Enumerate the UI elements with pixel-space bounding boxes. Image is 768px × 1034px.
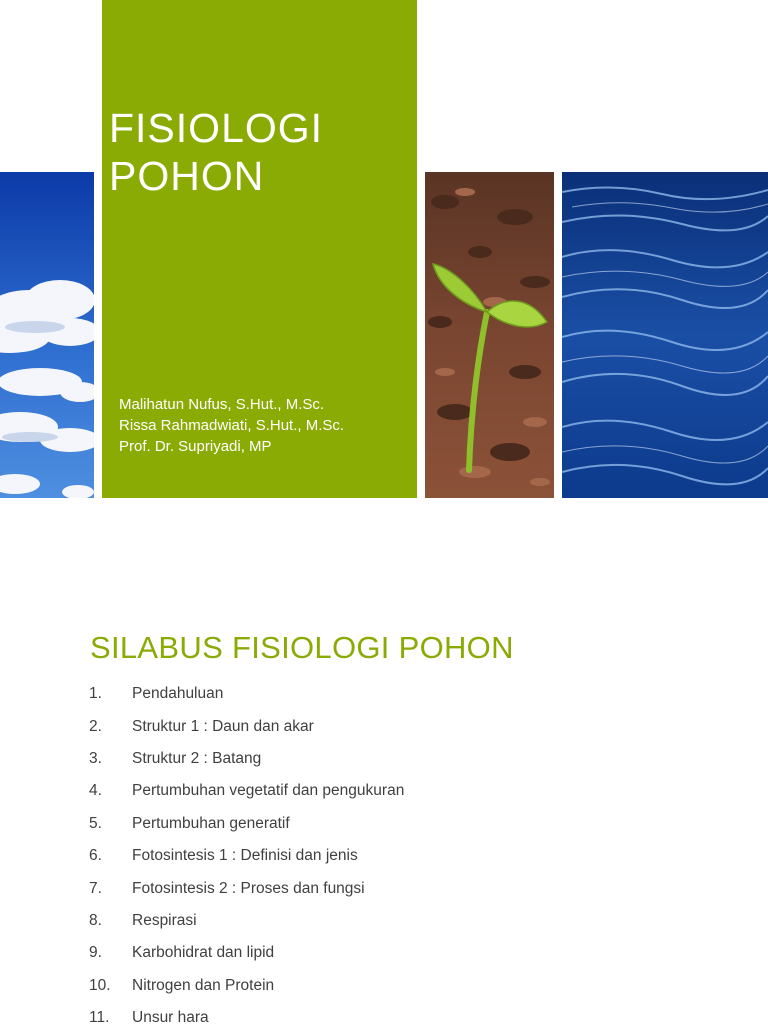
- item-number: 5.: [89, 814, 102, 832]
- list-item: [89, 1002, 404, 1034]
- item-number: 7.: [89, 879, 102, 897]
- author-name: Rissa Rahmadwiati, S.Hut., M.Sc.: [119, 417, 345, 434]
- list-item: [89, 905, 404, 937]
- item-number: 10.: [89, 976, 111, 994]
- item-number: 3.: [89, 749, 102, 767]
- author-list: [119, 394, 344, 457]
- sprout-in-soil-image: [425, 172, 554, 498]
- list-item: [89, 872, 404, 904]
- item-text: Karbohidrat dan lipid: [132, 944, 275, 962]
- item-number: 1.: [89, 685, 102, 703]
- item-text: Struktur 1 : Daun dan akar: [132, 717, 314, 735]
- item-text: Pendahuluan: [132, 685, 224, 703]
- item-text: Unsur hara: [132, 1009, 209, 1027]
- syllabus-list: [89, 678, 404, 1034]
- presentation-title: [109, 104, 409, 200]
- title-panel: [102, 0, 417, 498]
- item-text: Struktur 2 : Batang: [132, 749, 262, 767]
- title-slide: [0, 0, 768, 510]
- syllabus-title: SILABUS FISIOLOGI POHON: [90, 630, 514, 665]
- syllabus-slide: [0, 510, 768, 1027]
- water-waves-image: [562, 172, 768, 498]
- item-number: 6.: [89, 847, 102, 865]
- item-number: 2.: [89, 717, 102, 735]
- list-item: [89, 840, 404, 872]
- item-number: 4.: [89, 782, 102, 800]
- item-text: Pertumbuhan generatif: [132, 814, 290, 832]
- author-name: Malihatun Nufus, S.Hut., M.Sc.: [119, 396, 325, 413]
- list-item: [89, 970, 404, 1002]
- title-line-1: FISIOLOGI: [109, 105, 324, 151]
- list-item: [89, 775, 404, 807]
- item-text: Pertumbuhan vegetatif dan pengukuran: [132, 782, 405, 800]
- list-item: [89, 808, 404, 840]
- sky-clouds-image: [0, 172, 94, 498]
- item-text: Fotosintesis 2 : Proses dan fungsi: [132, 879, 365, 897]
- author-name: Prof. Dr. Supriyadi, MP: [119, 438, 272, 455]
- list-item: [89, 678, 404, 710]
- item-text: Fotosintesis 1 : Definisi dan jenis: [132, 847, 358, 865]
- item-number: 9.: [89, 944, 102, 962]
- item-text: Nitrogen dan Protein: [132, 976, 275, 994]
- list-item: [89, 937, 404, 969]
- item-number: 8.: [89, 911, 102, 929]
- item-text: Respirasi: [132, 911, 197, 929]
- list-item: [89, 743, 404, 775]
- item-number: 11.: [89, 1009, 110, 1027]
- title-line-2: POHON: [109, 153, 265, 199]
- list-item: [89, 710, 404, 742]
